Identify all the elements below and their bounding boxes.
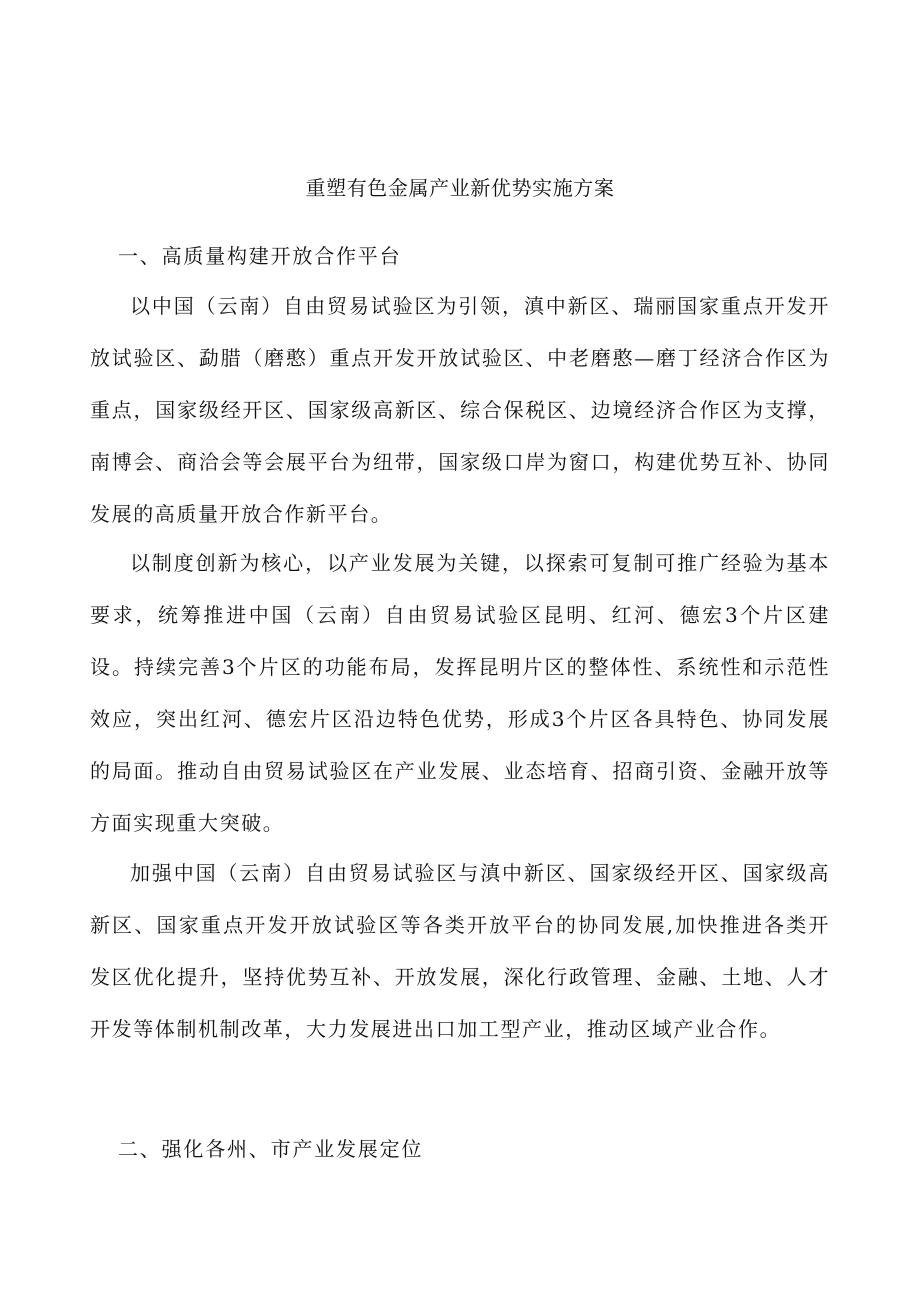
section-heading-1: 一、高质量构建开放合作平台 (118, 244, 402, 268)
paragraph-2: 以制度创新为核心，以产业发展为关键，以探索可复制可推广经验为基本要求，统筹推进中国（云南）自由贸易试验区昆明、红河、德宏3个片区建设。持续完善3个片区的功能布局，发挥昆明片区的整体性、系统性和示范性效应，突出红河、德宏片区沿边特色优势，形成3个片区各具特色、协同发展的局面。推动自由贸易试验区在产业发展、业态培育、招商引资、金融开放等方面实现重大突破。 (90, 551, 830, 835)
section-heading-2: 二、强化各州、市产业发展定位 (118, 1137, 424, 1161)
document-title: 重塑有色金属产业新优势实施方案 (305, 176, 615, 200)
paragraph-3: 加强中国（云南）自由贸易试验区与滇中新区、国家级经开区、国家级高新区、国家重点开发开放试验区等各类开放平台的协同发展,加快推进各类开发区优化提升，坚持优势互补、开放发展，深化行政管理、金融、土地、人才开发等体制机制改革，大力发展进出口加工型产业，推动区域产业合作。 (90, 861, 830, 1041)
paragraph-1: 以中国（云南）自由贸易试验区为引领，滇中新区、瑞丽国家重点开发开放试验区、勐腊（磨憨）重点开发开放试验区、中老磨憨—磨丁经济合作区为重点，国家级经开区、国家级高新区、综合保税区、边境经济合作区为支撑，南博会、商洽会等会展平台为纽带，国家级口岸为窗口，构建优势互补、协同发展的高质量开放合作新平台。 (90, 294, 830, 526)
